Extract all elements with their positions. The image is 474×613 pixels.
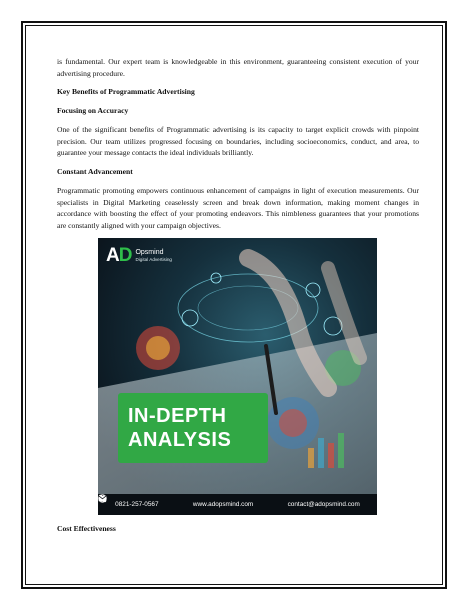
ad-background-graphic (98, 238, 377, 515)
contact-email (288, 501, 360, 508)
mail-icon (98, 494, 107, 503)
heading-focusing-accuracy: Focusing on Accuracy (57, 106, 129, 115)
headline-line-2: ANALYSIS (128, 429, 232, 451)
ad-headline (118, 393, 268, 463)
website-url: www.adopsmind.com (192, 501, 254, 508)
logo-mark: AD (106, 245, 132, 266)
contact-website (193, 501, 253, 508)
email-address: contact@adopsmind.com (287, 501, 360, 508)
heading-cost-effectiveness: Cost Effectiveness (57, 524, 116, 533)
accuracy-paragraph: One of the significant benefits of Programmatic advertising is its capacity to target explicit crowds with pinpoint precision. Our team utilizes progressed focusing on boundaries, including socioeconomics, conduct, and area, to guarantee your message contacts the ideal individuals brilliantly. (57, 125, 419, 158)
ad-banner-image (98, 238, 377, 515)
opsmind-logo (106, 244, 172, 268)
headline-line-1: IN-DEPTH (128, 405, 227, 427)
logo-company-name: Opsmind (135, 249, 164, 256)
heading-constant-advancement: Constant Advancement (57, 167, 133, 176)
logo-tagline: Digital Advertising (135, 257, 172, 262)
contact-phone (115, 501, 158, 508)
phone-number: 0821-257-0567 (115, 501, 159, 508)
intro-paragraph: is fundamental. Our expert team is knowledgeable in this environment, guaranteeing consistent execution of your advertising procedure. (57, 57, 419, 78)
advancement-paragraph: Programmatic promoting empowers continuous enhancement of campaigns in light of execution measurements. Our specialists in Digital Marketing ceaselessly screen and break down information, making moment changes in accordance with boosting the effect of your promoting endeavors. This nimbleness guarantees that your promotions are constantly aligned with your campaign objectives. (57, 186, 419, 230)
ad-contact-bar (98, 494, 377, 515)
heading-key-benefits: Key Benefits of Programmatic Advertising (57, 87, 195, 96)
